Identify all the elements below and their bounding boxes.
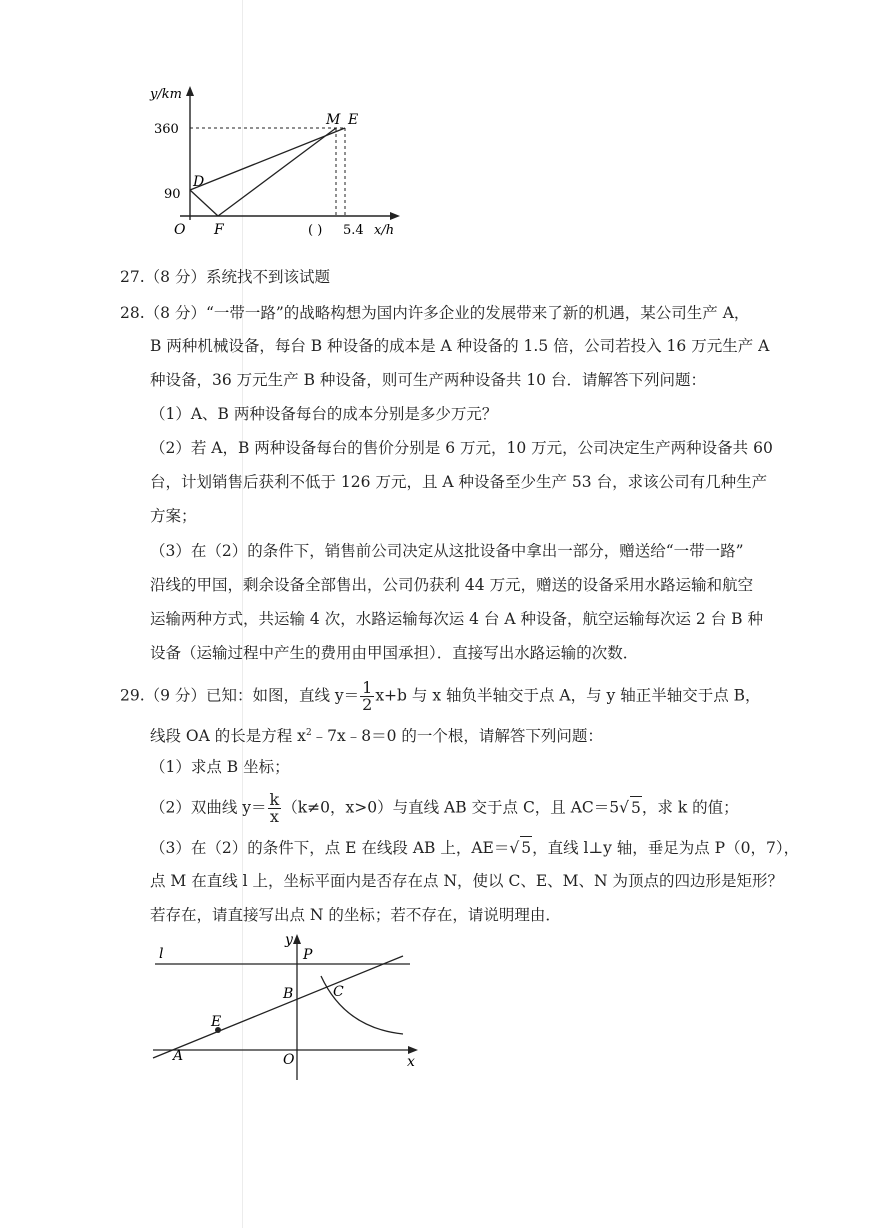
y-axis-arrow	[186, 86, 194, 96]
q28-part-3-line-4: 设备（运输过程中产生的费用由甲国承担）．直接写出水路运输的次数．	[150, 644, 639, 662]
label-A: A	[173, 1048, 184, 1064]
fraction-k-over-x: $\frac{k}{x}$	[269, 790, 280, 826]
x-axis-arrow	[408, 1046, 418, 1054]
q29-line-1-b: x+b 与 x 轴负半轴交于点 A，与 y 轴正半轴交于点 B，	[375, 686, 761, 705]
q29-part-2: （2）双曲线 y＝ $\frac{k}{x}$ （k≠0，x>0）与直线 AB 交于点 C，且 AC＝5√ 5，求 k 的值；	[150, 790, 739, 826]
tick-360: 360	[154, 122, 179, 137]
distance-time-graph	[140, 82, 410, 242]
sqrt-symbol: √	[619, 798, 630, 817]
label-y: y	[285, 932, 293, 948]
sqrt-symbol: √	[509, 839, 520, 857]
label-E: E	[211, 1014, 222, 1030]
coordinate-graph	[145, 928, 430, 1088]
segment-DE	[190, 128, 345, 190]
y-axis-arrow	[293, 934, 301, 944]
q29-line-1	[120, 680, 761, 713]
label-l: l	[159, 946, 164, 962]
q28-part-2-line-1: （2）若 A，B 两种设备每台的售价分别是 6 万元，10 万元，公司决定生产两种设备共 60	[150, 439, 773, 457]
x-axis-arrow	[390, 212, 400, 220]
q28-line-3: 种设备，36 万元生产 B 种设备，则可生产两种设备共 10 台．请解答下列问题：	[150, 371, 706, 389]
point-M: M	[326, 112, 341, 128]
origin-label: O	[174, 222, 186, 238]
label-C: C	[333, 984, 344, 1000]
tick-5-4: 5.4	[343, 223, 364, 238]
q28-part-3-line-3: 运输两种方式，共运输 4 次，水路运输每次运 4 台 A 种设备，航空运输每次运 2 台 B 种	[150, 610, 763, 628]
q28-part-3-line-1: （3）在（2）的条件下，销售前公司决定从这批设备中拿出一部分，赠送给“一带一路”	[150, 542, 744, 560]
label-P: P	[303, 947, 313, 963]
y-axis-label: y/km	[150, 87, 182, 102]
label-B: B	[283, 986, 294, 1002]
label-O: O	[283, 1052, 295, 1068]
paren-blank: ( )	[308, 223, 323, 238]
question-27: 27.（8 分）系统找不到该试题	[120, 268, 330, 286]
q29-part-3-line-1: （3）在（2）的条件下，点 E 在线段 AB 上，AE＝√ 5，直线 l⊥y 轴，垂足为点 P（0，7），	[150, 836, 799, 859]
q28-part-2-line-3: 方案；	[150, 507, 197, 525]
line-AB	[153, 956, 403, 1058]
tick-90: 90	[164, 187, 181, 202]
label-x: x	[407, 1054, 415, 1070]
q29-part-3-line-3: 若存在，请直接写出点 N 的坐标；若不存在，请说明理由．	[150, 906, 561, 924]
fraction-one-half: $\frac{1}{2}$	[362, 678, 373, 714]
point-D: D	[193, 174, 205, 190]
q28-part-1: （1）A、B 两种设备每台的成本分别是多少万元？	[150, 405, 498, 423]
q29-line-1-a: 29.（9 分）已知：如图，直线 y＝	[120, 686, 360, 705]
point-E: E	[348, 112, 359, 128]
q28-part-2-line-2: 台，计划销售后获利不低于 126 万元，且 A 种设备至少生产 53 台，求该公司有几种生产	[150, 473, 768, 491]
q29-part-3-line-2: 点 M 在直线 l 上，坐标平面内是否存在点 N，使以 C、E、M、N 为顶点的四边形是矩形？	[150, 872, 783, 890]
q29-line-2: 线段 OA 的长是方程 $x^2﹣7x﹣8=0$ 的一个根，请解答下列问题：	[150, 727, 603, 746]
q28-line-1: 28.（8 分）“一带一路”的战略构想为国内许多企业的发展带来了新的机遇，某公司生产 A，	[120, 304, 750, 322]
q28-line-2: B 两种机械设备，每台 B 种设备的成本是 A 种设备的 1.5 倍，公司若投入 16 万元生产 A	[150, 337, 770, 355]
segment-DF	[190, 190, 218, 216]
q29-part-1: （1）求点 B 坐标；	[150, 758, 290, 776]
x-axis-label: x/h	[374, 223, 395, 238]
q28-part-3-line-2: 沿线的甲国，剩余设备全部售出，公司仍获利 44 万元，赠送的设备采用水路运输和航空	[150, 576, 754, 594]
point-F: F	[214, 222, 224, 238]
